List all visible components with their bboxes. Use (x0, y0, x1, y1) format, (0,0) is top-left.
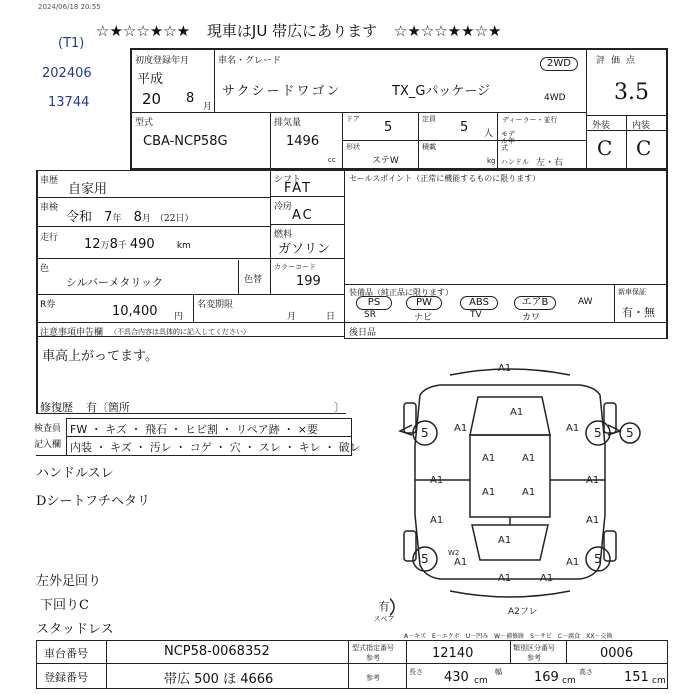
equipment-tv: TV (470, 310, 482, 320)
mileage-sen: 8 (109, 237, 118, 252)
displacement-label: 排気量 (274, 118, 302, 128)
damage-mark: A1 (566, 423, 580, 434)
notes-text: 車高上がってます。 (42, 349, 158, 364)
mileage-rest: 490 (129, 237, 155, 252)
recycle-label: R券 (40, 300, 56, 310)
damage-mark: A1 (430, 475, 444, 486)
damage-mark: A1 (522, 453, 536, 464)
damage-mark: A1 (586, 475, 600, 486)
title-expiry-day: 日 (326, 312, 336, 322)
car-grade: TX_Gパッケージ (392, 84, 491, 99)
inspector-label-top: 検査員 (34, 424, 62, 434)
equipment-sr: SR (364, 310, 376, 320)
equipment-ps: PS (356, 296, 392, 310)
ac-label: 冷房 (274, 202, 293, 212)
history-label: 車歴 (40, 176, 59, 186)
car-name: サクシードワゴン (222, 84, 342, 99)
class-no-label: 類別区分番号 (513, 644, 555, 652)
notes-sublabel: （不具合内容は具体的に記入してください） (110, 328, 250, 336)
title-expiry-label: 名変期限 (197, 300, 234, 310)
recycle-fee: 10,400 (112, 304, 158, 319)
handle-label: ハンドル (501, 158, 529, 166)
damage-mark: A1 (498, 363, 512, 374)
damage-mark: A1 (454, 557, 468, 568)
door-label: ドア (346, 115, 360, 123)
model-label: 型式 (135, 118, 154, 128)
print-timestamp: 2024/06/18 20:55 (38, 3, 101, 11)
color: シルバーメタリック (66, 276, 163, 289)
drive-4wd: 4WD (544, 93, 566, 103)
car-name-label: 車名・グレード (218, 56, 282, 66)
inspector-row-interior: 内装 ・ キズ ・ 汚レ ・ コゲ ・ 穴 ・ スレ ・ キレ ・ 破レ (70, 441, 361, 454)
inspection-label: 車検 (40, 203, 59, 213)
length: 430 (444, 670, 469, 685)
color-code: 199 (296, 274, 321, 289)
spare-mark: 有 (378, 600, 390, 613)
drive-2wd: 2WD (540, 57, 578, 71)
day-unit: 日 (175, 214, 185, 224)
first-reg-year: 20 (142, 90, 162, 108)
reg-number: 帯広 500 ほ 4666 (164, 672, 274, 687)
model-code: CBA-NCP58G (143, 134, 228, 149)
shape: ステW (372, 156, 399, 166)
damage-mark: A1 (498, 535, 512, 546)
model-year-label: モデル年式 (501, 130, 515, 152)
color-change-label: 色替 (244, 275, 263, 285)
first-reg-month: 8 (186, 91, 195, 106)
damage-mark: A1 (430, 515, 444, 526)
chassis-label: 車台番号 (44, 647, 88, 660)
banner (96, 20, 656, 41)
height-label: 高さ (579, 668, 593, 676)
length-unit: cm (474, 676, 488, 686)
tire-mark: 5 (594, 552, 602, 566)
man-unit: 万 (100, 241, 110, 251)
displacement: 1496 (286, 134, 320, 149)
size-label: 参考 (366, 674, 380, 682)
car-damage-diagram (390, 355, 670, 625)
handwritten-note: ハンドルスレ (36, 466, 114, 481)
type-no-label: 型式指定番号 (352, 644, 394, 652)
type-no-ref: 参考 (366, 654, 380, 662)
score-value: 3.5 (614, 80, 649, 105)
width-unit: cm (562, 676, 576, 686)
mileage (84, 237, 191, 252)
damage-mark: A1 (540, 573, 554, 584)
damage-mark: A1 (510, 407, 524, 418)
displacement-unit: cc (328, 156, 336, 164)
width-label: 幅 (495, 668, 502, 676)
equipment-navi: ナビ (414, 313, 433, 323)
damage-legend: A－キズ E－エクボ U－凹み W－補修跡 S－サビ C－腐食 XX－交換 (404, 633, 613, 640)
damage-mark: A1 (454, 423, 468, 434)
damage-mark-w2: W2 (448, 549, 460, 557)
stamp-date: 202406 (42, 66, 92, 81)
reg-label: 登録番号 (44, 671, 88, 684)
type-no: 12140 (432, 646, 474, 661)
interior-label: 内装 (632, 121, 651, 131)
equipment-abs: ABS (460, 296, 498, 310)
history-value: 自家用 (68, 182, 108, 197)
banner-stars-right: ☆★☆☆★★☆★ (393, 22, 502, 40)
equipment-label: 装備品（純正品に限ります） (349, 288, 453, 297)
damage-mark-a2: A2フレ (508, 607, 538, 617)
first-reg-label: 初度登録年月 (135, 56, 190, 66)
warranty: 有・無 (622, 306, 655, 319)
equipment-aw: AW (578, 297, 593, 307)
capacity-label: 定員 (422, 115, 436, 123)
stamp-t-label: (T1) (58, 36, 85, 51)
inspector-row-fw: FW ・ キズ ・ 飛石 ・ ヒビ割 ・ リペア跡 ・ ×要 (70, 423, 318, 436)
damage-mark: A1 (498, 573, 512, 584)
equipment-list (354, 296, 612, 322)
damage-mark: A1 (482, 453, 496, 464)
chassis-number: NCP58-0068352 (164, 644, 270, 659)
interior-grade: C (636, 136, 652, 160)
doors: 5 (384, 120, 393, 135)
tire-mark: 5 (421, 426, 429, 440)
width: 169 (534, 670, 559, 685)
inspector-label-bottom: 記入欄 (34, 440, 62, 450)
mileage-label: 走行 (40, 233, 59, 243)
handwritten-note: 下回りC (40, 598, 89, 613)
damage-mark: A1 (586, 515, 600, 526)
handwritten-note: スタッドレス (36, 622, 114, 637)
color-code-label: カラーコード (274, 263, 316, 271)
shift-label: シフト (274, 175, 302, 185)
color-label: 色 (40, 264, 50, 274)
title-expiry-month: 月 (287, 312, 297, 322)
inspection-year: 7 (104, 210, 113, 225)
exterior-grade: C (597, 136, 613, 160)
mileage-man: 12 (84, 237, 101, 252)
notes-label: 注意事項申告欄 (40, 328, 104, 338)
handwritten-note: Dシートフチヘタリ (36, 494, 151, 509)
exterior-label: 外装 (592, 121, 611, 131)
repair-label: 修復歴 (40, 401, 73, 414)
dealer-label: ディーラー・並行 (502, 116, 558, 124)
class-no-ref: 参考 (527, 654, 541, 662)
inspection-month: 8 (133, 210, 142, 225)
capacity: 5 (460, 120, 469, 135)
first-reg-month-unit: 月 (203, 102, 213, 112)
month-unit: 月 (141, 214, 151, 224)
inspection-day: 22 (164, 214, 176, 224)
warranty-label: 新車保証 (618, 288, 646, 296)
capacity-unit: 人 (484, 129, 494, 139)
class-no: 0006 (600, 646, 634, 661)
repair-close: 〕 (334, 401, 345, 414)
equipment-pw: PW (406, 296, 442, 310)
tire-mark: 5 (421, 552, 429, 566)
inspection-date: 令和 7年 8月 （22日） (66, 210, 194, 225)
spare-label: スペア (373, 615, 395, 623)
height-unit: cm (652, 676, 666, 686)
banner-stars-left: ☆★☆☆★☆★ (96, 22, 191, 40)
rear-seat-label: 後日品 (349, 328, 377, 338)
inspection-era: 令和 (66, 210, 93, 225)
shift: FAT (284, 181, 313, 196)
fuel: ガソリン (278, 242, 331, 257)
equipment-airbag: エアB (514, 296, 556, 310)
length-label: 長さ (409, 668, 423, 676)
sales-point-label: セールスポイント（正常に機能するものに限ります） (349, 174, 541, 183)
stamp-number: 13744 (48, 95, 90, 110)
tire-mark: 5 (594, 426, 602, 440)
ac: AC (292, 208, 314, 223)
fuel-label: 燃料 (274, 230, 293, 240)
score-label: 評価点 (596, 56, 642, 66)
km-unit: km (176, 241, 191, 251)
yen-unit: 円 (174, 312, 184, 322)
shape-label: 形状 (346, 143, 360, 151)
handwritten-note: 左外足回り (36, 574, 102, 589)
tire-mark: 5 (626, 426, 634, 440)
banner-text: 現車はJU 帯広にあります (206, 22, 378, 40)
damage-mark: A1 (522, 487, 536, 498)
damage-mark: A1 (566, 557, 580, 568)
load-label: 積載 (422, 143, 436, 151)
repair-value: 有〔箇所 (86, 401, 130, 414)
sen-unit: 千 (117, 241, 127, 251)
first-reg-era: 平成 (137, 72, 164, 87)
year-unit: 年 (112, 214, 122, 224)
spare-tire (370, 598, 398, 624)
load-unit: kg (487, 157, 496, 165)
handle: 左・右 (536, 158, 564, 168)
equipment-leather: カワ (522, 313, 541, 323)
damage-mark: A1 (482, 487, 496, 498)
height: 151 (624, 670, 649, 685)
